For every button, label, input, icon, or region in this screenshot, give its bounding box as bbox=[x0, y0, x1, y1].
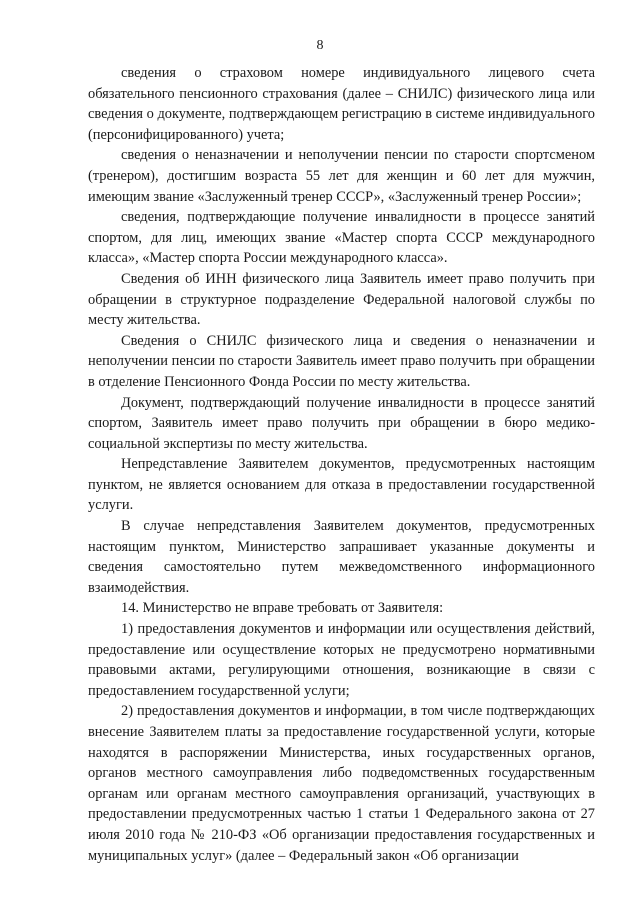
paragraph-inn-source: Сведения об ИНН физического лица Заявитель имеет право получить при обращении в структурное подразделение Федеральной налоговой службы по месту жительства. bbox=[88, 270, 595, 329]
document-body bbox=[88, 63, 595, 866]
paragraph-disability-info: сведения, подтверждающие получение инвалидности в процессе занятий спортом, для лиц, имеющих звание «Мастер спорта СССР международного класса», «Мастер спорта России международного класса». bbox=[88, 209, 595, 267]
paragraph-pension-info: сведения о неназначении и неполучении пенсии по старости спортсменом (тренером), достигшим возраста 55 лет для женщин и 60 лет для мужчин, имеющим звание «Заслуженный тренер СССР», «Заслуженный тренер России»; bbox=[88, 147, 595, 205]
paragraph-clause-14-item-1: 1) предоставления документов и информации или осуществления действий, предоставление или осуществление которых не предусмотрено нормативными правовыми актами, регулирующими отношения, возникающие в связи с предоставлением государственной услуги; bbox=[88, 621, 595, 699]
page-number: 8 bbox=[316, 38, 324, 53]
paragraph-clause-14: 14. Министерство не вправе требовать от Заявителя: bbox=[121, 600, 444, 617]
paragraph-interagency-request: В случае непредставления Заявителем документов, предусмотренных настоящим пунктом, Министерство запрашивает указанные документы и сведения самостоятельно путем межведомственного информационного взаимодействия. bbox=[88, 518, 595, 596]
paragraph-non-submission: Непредставление Заявителем документов, предусмотренных настоящим пунктом, не является основанием для отказа в предоставлении государственной услуги. bbox=[88, 456, 595, 514]
paragraph-snils-info: сведения о страховом номере индивидуального лицевого счета обязательного пенсионного страхования (далее – СНИЛС) физического лица или сведения о документе, подтверждающем регистрацию в системе индивидуального (персонифицированного) учета; bbox=[88, 65, 595, 143]
paragraph-disability-source: Документ, подтверждающий получение инвалидности в процессе занятий спортом, Заявитель имеет право получить при обращении в бюро медико-социальной экспертизы по месту жительства. bbox=[88, 394, 595, 452]
paragraph-clause-14-item-2: 2) предоставления документов и информации, в том числе подтверждающих внесение Заявителем платы за предоставление государственной услуги, которые находятся в распоряжении Министерства, иных государственных органов, органов местного самоуправления либо подведомственных государственным органам или органам местного самоуправления организаций, участвующих в предоставлении предусмотренных частью 1 статьи 1 Федерального закона от 27 июля 2010 года № 210-ФЗ «Об организации предоставления государственных и муниципальных услуг» (далее – Федеральный закон «Об организации bbox=[88, 703, 595, 864]
paragraph-snils-source: Сведения о СНИЛС физического лица и сведения о неназначении и неполучении пенсии по старости Заявитель имеет право получить при обращении в отделение Пенсионного Фонда России по месту жительства. bbox=[88, 332, 595, 390]
